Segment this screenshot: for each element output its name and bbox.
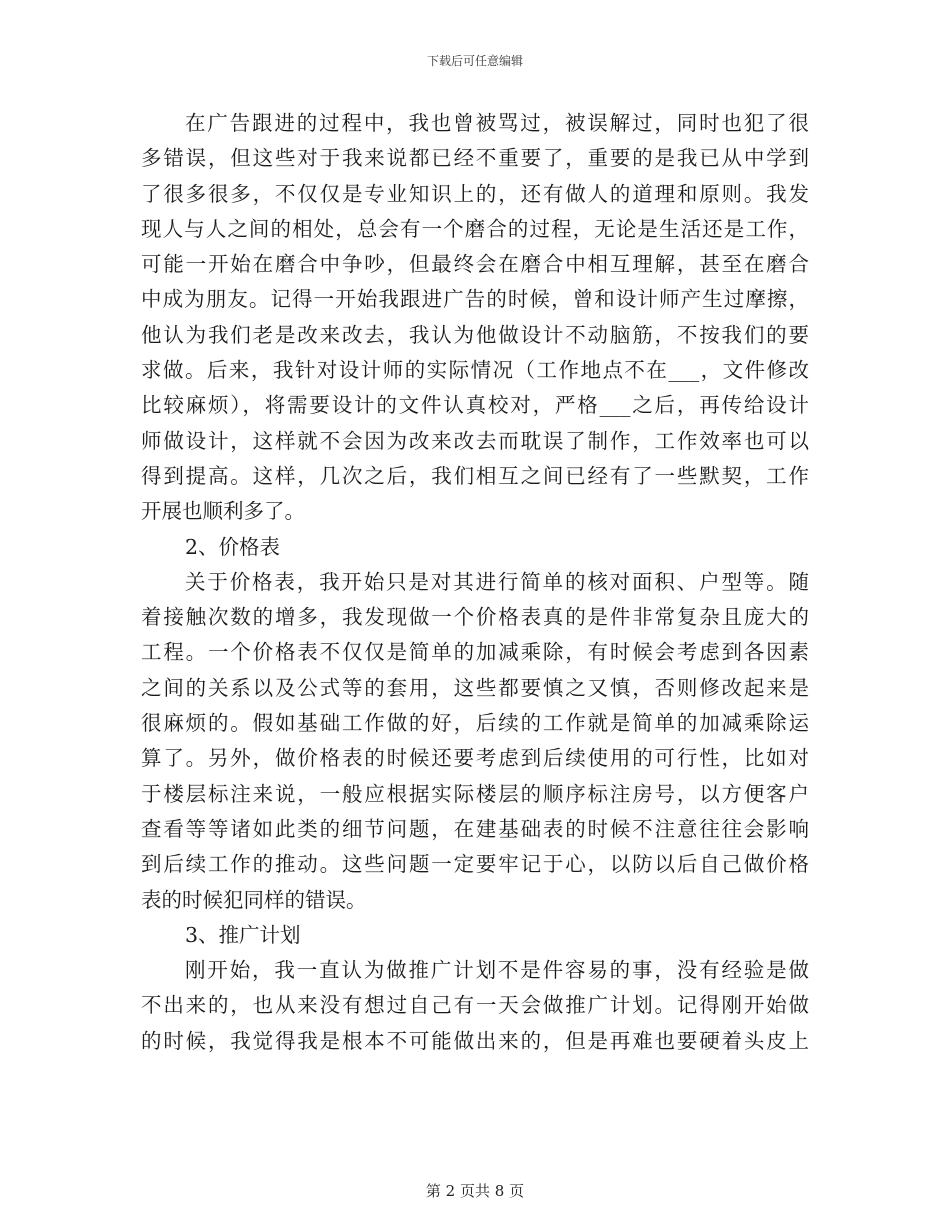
section-heading: 3、推广计划 [185, 922, 301, 947]
document-body [141, 106, 809, 1059]
section-heading: 2、价格表 [185, 534, 281, 559]
paragraph-line: 在广告跟进的过程中，我也曾被骂过，被误解过，同时也犯了很 [185, 111, 809, 135]
paragraph-line: 刚开始，我一直认为做推广计划不是件容易的事，没有经验是做 [185, 958, 809, 983]
paragraph-line: 可能一开始在磨合中争吵，但最终会在磨合中相互理解，甚至在磨合 [141, 252, 809, 277]
paragraph-line: 关于价格表，我开始只是对其进行简单的核对面积、户型等。随 [185, 569, 809, 594]
paragraph-line: 查看等等诸如此类的细节问题，在建基础表的时候不注意往往会影响 [141, 816, 809, 841]
paragraph-line: 表的时候犯同样的错误。 [141, 887, 367, 912]
paragraph-line: 着接触次数的增多，我发现做一个价格表真的是件非常复杂且庞大的 [141, 605, 809, 630]
paragraph-line: 他认为我们老是改来改去，我认为他做设计不动脑筋，不按我们的要 [141, 322, 809, 347]
paragraph-line: 多错误，但这些对于我来说都已经不重要了，重要的是我已从中学到 [141, 146, 809, 171]
paragraph-line: 中成为朋友。记得一开始我跟进广告的时候，曾和设计师产生过摩擦， [141, 287, 809, 312]
paragraph-line: 工程。一个价格表不仅仅是简单的加减乘除，有时候会考虑到各因素 [141, 640, 809, 665]
paragraph-line: 求做。后来，我针对设计师的实际情况（工作地点不在___，文件修改 [141, 358, 809, 383]
paragraph-line: 不出来的，也从来没有想过自己有一天会做推广计划。记得刚开始做 [141, 993, 809, 1018]
paragraph-line: 了很多很多，不仅仅是专业知识上的，还有做人的道理和原则。我发 [141, 181, 809, 206]
page-header: 下载后可任意编辑 [426, 54, 523, 68]
page-footer: 第 2 页共 8 页 [425, 1182, 525, 1200]
paragraph-line: 的时候，我觉得我是根本不可能做出来的，但是再难也要硬着头皮上 [141, 1028, 809, 1053]
paragraph-line: 现人与人之间的相处，总会有一个磨合的过程，无论是生活还是工作， [141, 216, 809, 241]
paragraph-line: 到后续工作的推动。这些问题一定要牢记于心，以防以后自己做价格 [141, 852, 809, 877]
paragraph-line: 很麻烦的。假如基础工作做的好，后续的工作就是简单的加减乘除运 [141, 711, 809, 736]
paragraph-line: 算了。另外，做价格表的时候还要考虑到后续使用的可行性，比如对 [141, 746, 809, 771]
paragraph-line: 开展也顺利多了。 [141, 499, 305, 524]
paragraph-line: 之间的关系以及公式等的套用，这些都要慎之又慎，否则修改起来是 [141, 675, 809, 700]
paragraph-line: 比较麻烦），将需要设计的文件认真校对，严格___之后，再传给设计 [141, 393, 809, 418]
paragraph-line: 得到提高。这样，几次之后，我们相互之间已经有了一些默契，工作 [141, 463, 809, 488]
paragraph-line: 于楼层标注来说，一般应根据实际楼层的顺序标注房号，以方便客户 [141, 781, 809, 806]
paragraph-line: 师做设计，这样就不会因为改来改去而耽误了制作，工作效率也可以 [141, 428, 809, 453]
